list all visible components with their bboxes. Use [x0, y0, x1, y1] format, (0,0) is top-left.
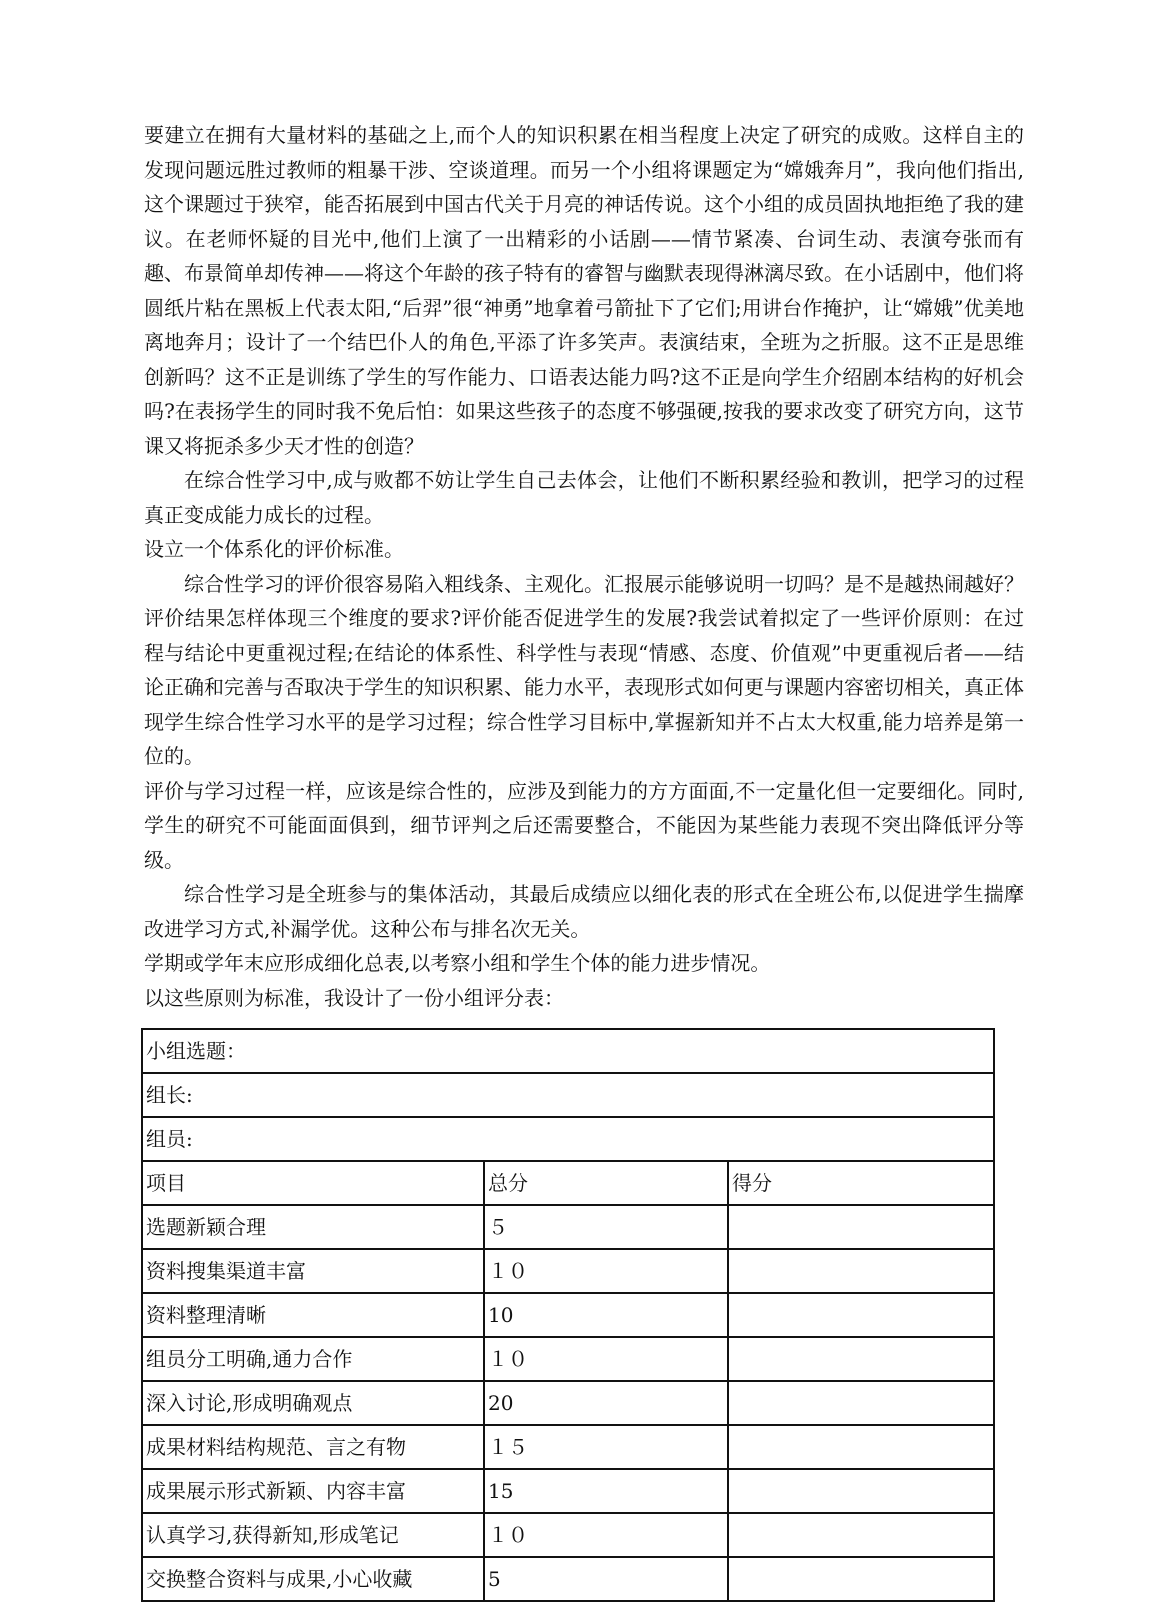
leader-row	[142, 1073, 994, 1117]
row-total: 10	[484, 1293, 728, 1337]
paragraph-2: 在综合性学习中,成与败都不妨让学生自己去体会，让他们不断积累经验和教训，把学习的过程真正变成能力成长的过程。	[144, 468, 1024, 527]
row-total: １０	[484, 1337, 728, 1381]
row-item: 组员分工明确,通力合作	[142, 1337, 484, 1381]
header-total: 总分	[484, 1161, 728, 1205]
row-item: 资料搜集渠道丰富	[142, 1249, 484, 1293]
paragraph-4: 综合性学习的评价很容易陷入粗线条、主观化。汇报展示能够说明一切吗？是不是越热闹越好？评价结果怎样体现三个维度的要求?评价能否促进学生的发展?我尝试着拟定了一些评价原则：在过程与结论中更重视过程;在结论的体系性、科学性与表现“情感、态度、价值观”中更重视后者——结论正确和完善与否取决于学生的知识积累、能力水平，表现形式如何更与课题内容密切相关，真正体现学生综合性学习水平的是学习过程；综合性学习目标中,掌握新知并不占太大权重,能力培养是第一位的。	[144, 571, 1024, 768]
table-row	[142, 1381, 994, 1425]
row-total: １５	[484, 1425, 728, 1469]
row-score	[728, 1513, 994, 1557]
row-total: １０	[484, 1249, 728, 1293]
table-row	[142, 1513, 994, 1557]
members-row	[142, 1117, 994, 1161]
topic-row	[142, 1029, 994, 1073]
row-item: 认真学习,获得新知,形成笔记	[142, 1513, 484, 1557]
row-total: ５	[484, 1205, 728, 1249]
row-score	[728, 1557, 994, 1601]
row-score	[728, 1293, 994, 1337]
row-score	[728, 1381, 994, 1425]
row-item: 深入讨论,形成明确观点	[142, 1381, 484, 1425]
row-total: 20	[484, 1381, 728, 1425]
table-row	[142, 1425, 994, 1469]
row-total: 5	[484, 1557, 728, 1601]
table-row	[142, 1469, 994, 1513]
paragraph-6: 综合性学习是全班参与的集体活动，其最后成绩应以细化表的形式在全班公布,以促进学生揣摩改进学习方式,补漏学优。这种公布与排名次无关。	[144, 882, 1024, 941]
row-score	[728, 1425, 994, 1469]
table-row	[142, 1205, 994, 1249]
paragraph-8: 以这些原则为标准，我设计了一份小组评分表：	[144, 985, 564, 1010]
table-row	[142, 1293, 994, 1337]
row-score	[728, 1469, 994, 1513]
row-item: 交换整合资料与成果,小心收藏	[142, 1557, 484, 1601]
document-body	[144, 118, 1024, 1015]
row-item: 成果材料结构规范、言之有物	[142, 1425, 484, 1469]
paragraph-1: 要建立在拥有大量材料的基础之上,而个人的知识积累在相当程度上决定了研究的成败。这样自主的发现问题远胜过教师的粗暴干涉、空谈道理。而另一个小组将课题定为“嫦娥奔月”，我向他们指出,这个课题过于狭窄，能否拓展到中国古代关于月亮的神话传说。这个小组的成员固执地拒绝了我的建议。在老师怀疑的目光中,他们上演了一出精彩的小话剧——情节紧凑、台词生动、表演夸张而有趣、布景简单却传神——将这个年龄的孩子特有的睿智与幽默表现得淋漓尽致。在小话剧中，他们将圆纸片粘在黑板上代表太阳,“后羿”很“神勇”地拿着弓箭扯下了它们;用讲台作掩护，让“嫦娥”优美地离地奔月；设计了一个结巴仆人的角色,平添了许多笑声。表演结束，全班为之折服。这不正是思维创新吗？这不正是训练了学生的写作能力、口语表达能力吗?这不正是向学生介绍剧本结构的好机会吗?在表扬学生的同时我不免后怕：如果这些孩子的态度不够强硬,按我的要求改变了研究方向，这节课又将扼杀多少天才性的创造？	[144, 123, 1024, 458]
group-score-table	[141, 1028, 995, 1602]
paragraph-7: 学期或学年末应形成细化总表,以考察小组和学生个体的能力进步情况。	[144, 951, 771, 975]
header-score: 得分	[728, 1161, 994, 1205]
paragraph-3: 设立一个体系化的评价标准。	[144, 537, 404, 561]
row-score	[728, 1205, 994, 1249]
row-item: 选题新颖合理	[142, 1205, 484, 1249]
members-label: 组员:	[142, 1117, 994, 1161]
row-item: 资料整理清晰	[142, 1293, 484, 1337]
leader-label: 组长:	[142, 1073, 994, 1117]
table-row	[142, 1337, 994, 1381]
row-item: 成果展示形式新颖、内容丰富	[142, 1469, 484, 1513]
group-score-table-container	[141, 1028, 993, 1602]
header-row	[142, 1161, 994, 1205]
paragraph-5: 评价与学习过程一样，应该是综合性的，应涉及到能力的方方面面,不一定量化但一定要细化。同时,学生的研究不可能面面俱到，细节评判之后还需要整合，不能因为某些能力表现不突出降低评分等级。	[144, 778, 1024, 872]
topic-label: 小组选题：	[142, 1029, 994, 1073]
row-score	[728, 1249, 994, 1293]
table-row	[142, 1557, 994, 1601]
row-total: 15	[484, 1469, 728, 1513]
table-row	[142, 1249, 994, 1293]
row-score	[728, 1337, 994, 1381]
header-item: 项目	[142, 1161, 484, 1205]
row-total: １０	[484, 1513, 728, 1557]
